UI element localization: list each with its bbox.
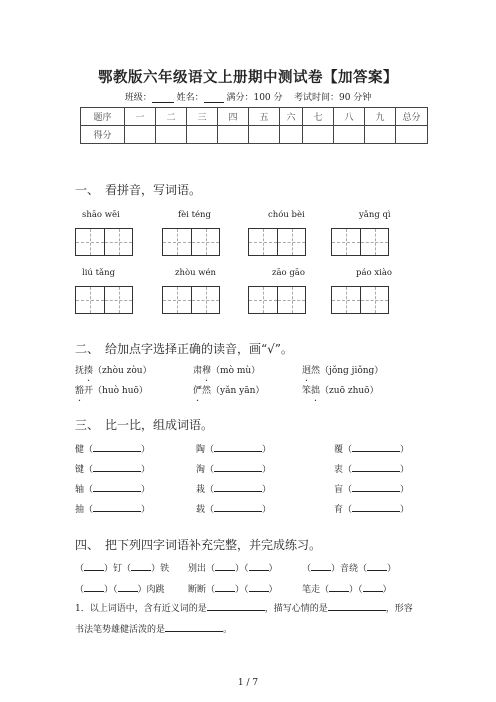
writing-grid[interactable] [75, 228, 133, 256]
reading-item: 俨然（yǎn yān） [193, 386, 265, 396]
score-cell[interactable] [365, 126, 396, 144]
writing-grid[interactable] [162, 286, 220, 314]
score-header-cell: 二 [156, 108, 187, 126]
name-label: 姓名： [176, 93, 204, 103]
score-cell[interactable] [218, 126, 249, 144]
writing-grid[interactable] [248, 286, 306, 314]
pinyin-label: liú tǎng [82, 268, 116, 278]
score-cell[interactable] [396, 126, 428, 144]
writing-grid[interactable] [331, 286, 389, 314]
pinyin-label: chóu bèi [268, 210, 305, 220]
reading-item: 肃穆（mò mù） [193, 366, 261, 376]
writing-grid[interactable] [331, 228, 389, 256]
reading-item: 抚揍（zhòu zòu） [75, 366, 152, 376]
idiom-item: 笔走（ ）（ ） [302, 582, 392, 595]
score-header-cell: 五 [249, 108, 280, 126]
full-score: 满分：100 分 [226, 93, 283, 103]
compare-item: 盲（ ） [334, 482, 409, 495]
compare-item: 覆（ ） [334, 442, 409, 455]
score-table-row [81, 126, 428, 144]
pinyin-label: páo xiào [356, 268, 393, 278]
score-cell[interactable] [249, 126, 280, 144]
reading-item: 豁开（huò huō） [75, 386, 148, 396]
pinyin-label: zāo gāo [272, 268, 305, 278]
section-4-title: 四、 把下列四字词语补充完整，并完成练习。 [75, 538, 322, 552]
compare-item: 抽（ ） [75, 502, 150, 515]
idiom-item: 断断（ ）（ ） [188, 582, 278, 595]
idiom-item: （ ）音绕（ ） [302, 561, 396, 574]
score-header-cell: 六 [280, 108, 303, 126]
compare-item: 载（ ） [196, 502, 271, 515]
writing-grid[interactable] [248, 228, 306, 256]
compare-item: 键（ ） [75, 462, 150, 475]
exam-time: 考试时间：90 分钟 [293, 93, 372, 103]
page-number: 1 / 7 [237, 678, 259, 688]
score-header-cell: 题序 [81, 108, 125, 126]
compare-item: 淘（ ） [196, 462, 271, 475]
score-cell[interactable] [303, 126, 334, 144]
score-cell[interactable] [187, 126, 218, 144]
class-label: 班级： [124, 93, 152, 103]
compare-item: 轴（ ） [75, 482, 150, 495]
score-header-cell: 三 [187, 108, 218, 126]
score-cell[interactable] [334, 126, 365, 144]
score-header-cell: 一 [125, 108, 156, 126]
score-header-cell: 九 [365, 108, 396, 126]
section-1-title: 一、 看拼音，写词语。 [75, 183, 202, 197]
question-1: 1．以上词语中，含有近义词的是 ，描写心情的是 ，形容 [75, 601, 413, 614]
pinyin-label: shāo wēi [82, 210, 120, 220]
compare-item: 健（ ） [75, 442, 150, 455]
reading-item: 笨拙（zuō zhuō） [302, 386, 379, 396]
compare-item: 栽（ ） [196, 482, 271, 495]
compare-item: 陶（ ） [196, 442, 271, 455]
writing-grid[interactable] [75, 286, 133, 314]
reading-item: 迥然（jǒng jiǒng） [302, 366, 384, 376]
compare-item: 衷（ ） [334, 462, 409, 475]
idiom-item: 别出（ ）（ ） [188, 561, 278, 574]
name-blank [204, 93, 224, 103]
section-3-title: 三、 比一比，组成词语。 [75, 418, 214, 432]
class-blank [152, 93, 174, 103]
section-2-title: 二、 给加点字选择正确的读音，画“√”。 [75, 342, 293, 356]
page-title: 鄂教版六年级语文上册期中测试卷【加答案】 [98, 69, 398, 86]
idiom-item: （ ）钉（ ）铁 [75, 561, 169, 574]
score-cell[interactable] [125, 126, 156, 144]
exam-info [0, 90, 496, 103]
score-cell[interactable] [156, 126, 187, 144]
pinyin-label: fèi téng [178, 210, 211, 220]
pinyin-label: yǎng qì [359, 210, 391, 220]
writing-grid[interactable] [162, 228, 220, 256]
score-header-cell: 四 [218, 108, 249, 126]
pinyin-label: zhòu wén [175, 268, 217, 278]
score-header-cell: 八 [334, 108, 365, 126]
score-header-cell: 总分 [396, 108, 428, 126]
idiom-item: （ ）（ ）肉跳 [75, 582, 165, 595]
score-table [80, 107, 428, 144]
score-cell[interactable] [280, 126, 303, 144]
score-row-label: 得分 [81, 126, 125, 144]
score-header-cell: 七 [303, 108, 334, 126]
score-table-header [81, 108, 428, 126]
compare-item: 育（ ） [334, 502, 409, 515]
question-1-cont: 书法笔势雄健活泼的是 。 [75, 622, 232, 635]
